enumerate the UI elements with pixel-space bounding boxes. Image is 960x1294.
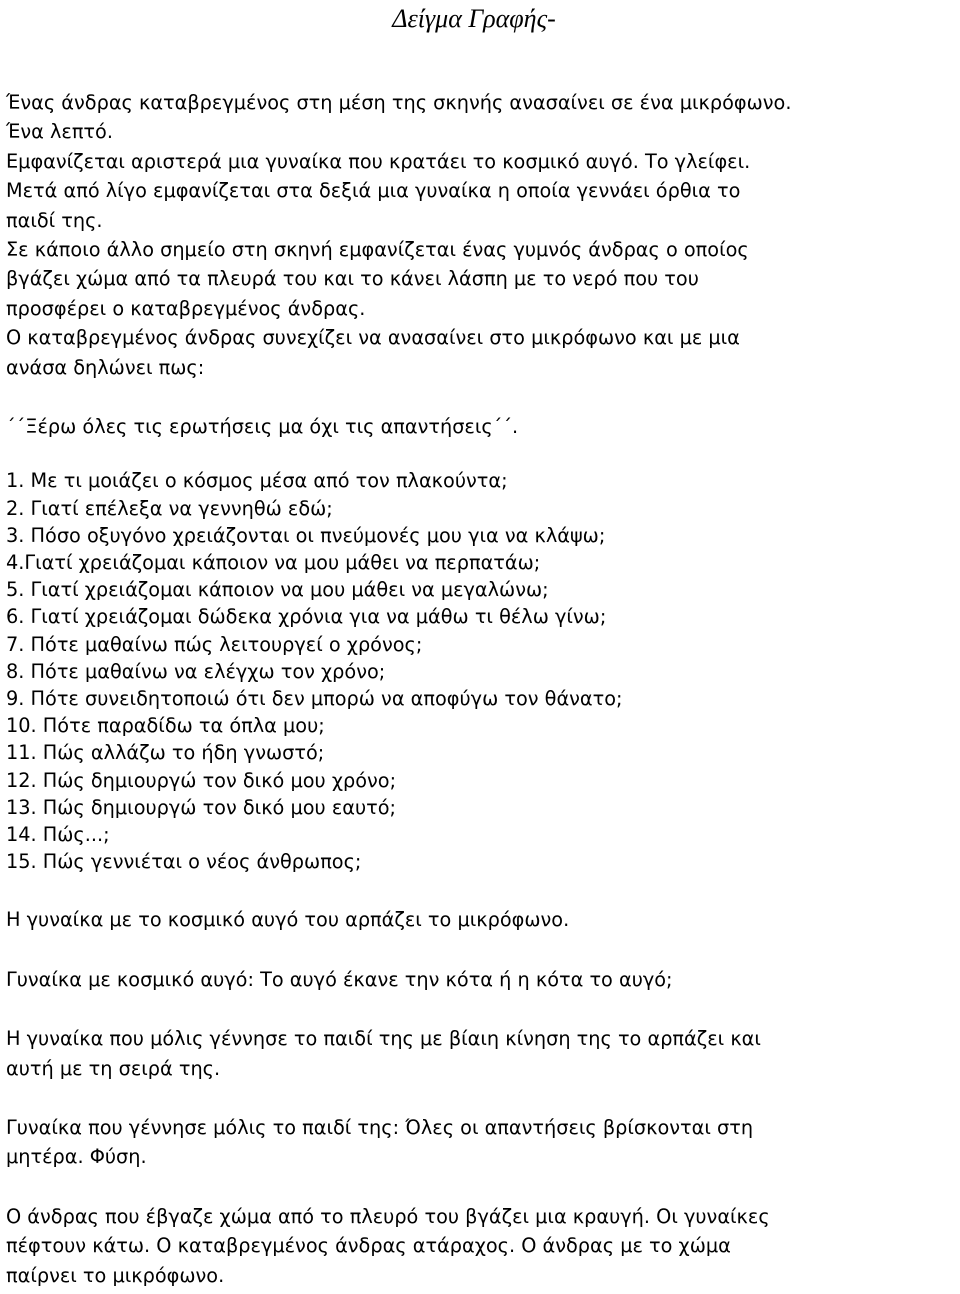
question-item: 4.Γιατί χρειάζομαι κάποιον να μου μάθει να περπατάω; <box>6 551 541 575</box>
intro-line: ανάσα δηλώνει πως: <box>6 355 205 379</box>
question-item: 13. Πώς δημιουργώ τον δικό μου εαυτό; <box>6 795 397 819</box>
question-item: 12. Πώς δημιουργώ τον δικό μου χρόνο; <box>6 768 397 792</box>
dialogue-paragraph <box>6 1113 954 1172</box>
intro-line: Σε κάποιο άλλο σημείο στη σκηνή εμφανίζεται ένας γυμνός άνδρας ο οποίος <box>6 238 749 262</box>
dialogue-line: Η γυναίκα με το κοσμικό αυγό του αρπάζει το μικρόφωνο. <box>6 908 570 932</box>
dialogue-line: πέφτουν κάτω. Ο καταβρεγμένος άνδρας ατάραχος. Ο άνδρας με το χώμα <box>6 1234 731 1258</box>
dialogue-line: μητέρα. Φύση. <box>6 1145 147 1169</box>
dialogue-paragraph <box>6 1024 954 1083</box>
intro-line: Ένα λεπτό. <box>6 120 113 144</box>
question-item: 1. Με τι μοιάζει ο κόσμος μέσα από τον πλακούντα; <box>6 469 508 493</box>
question-item: 6. Γιατί χρειάζομαι δώδεκα χρόνια για να μάθω τι θέλω γίνω; <box>6 605 607 629</box>
dialogue-line: αυτή με τη σειρά της. <box>6 1056 221 1080</box>
question-item: 5. Γιατί χρειάζομαι κάποιον να μου μάθει να μεγαλώνω; <box>6 578 549 602</box>
question-item: 8. Πότε μαθαίνω να ελέγχω τον χρόνο; <box>6 659 386 683</box>
intro-line: παιδί της. <box>6 208 103 232</box>
intro-line: Εμφανίζεται αριστερά μια γυναίκα που κρατάει το κοσμικό αυγό. Το γλείφει. <box>6 149 751 173</box>
intro-line: Ο καταβρεγμένος άνδρας συνεχίζει να ανασαίνει στο μικρόφωνο και με μια <box>6 326 740 350</box>
document-title: Δείγμα Γραφής- <box>392 4 556 33</box>
questions-list <box>6 467 954 875</box>
dialogue-line: Γυναίκα που γέννησε μόλις το παιδί της: Όλες οι απαντήσεις βρίσκονται στη <box>6 1115 754 1139</box>
quote-line: ΄΄Ξέρω όλες τις ερωτήσεις μα όχι τις απαντήσεις΄΄. <box>6 415 519 439</box>
question-item: 15. Πώς γεννιέται ο νέος άνθρωπος; <box>6 850 362 874</box>
intro-line: Ένας άνδρας καταβρεγμένος στη μέση της σκηνής ανασαίνει σε ένα μικρόφωνο. <box>6 91 792 114</box>
dialogue-line: παίρνει το μικρόφωνο. <box>6 1263 225 1287</box>
question-item: 2. Γιατί επέλεξα να γεννηθώ εδώ; <box>6 496 333 520</box>
dialogue-line: Ο άνδρας που έβγαζε χώμα από το πλευρό του βγάζει μια κραυγή. Οι γυναίκες <box>6 1204 770 1228</box>
dialogue-paragraph <box>6 905 954 934</box>
dialogue-paragraph <box>6 965 954 994</box>
dialogue-line: Η γυναίκα που μόλις γέννησε το παιδί της με βίαιη κίνηση της το αρπάζει και <box>6 1027 761 1051</box>
intro-line: Μετά από λίγο εμφανίζεται στα δεξιά μια γυναίκα η οποία γεννάει όρθια το <box>6 179 741 203</box>
intro-paragraph <box>6 88 954 382</box>
question-item: 7. Πότε μαθαίνω πώς λειτουργεί ο χρόνος; <box>6 632 423 656</box>
question-item: 10. Πότε παραδίδω τα όπλα μου; <box>6 714 325 738</box>
intro-line: βγάζει χώμα από τα πλευρά του και το κάνει λάσπη με το νερό που του <box>6 267 699 291</box>
dialogue-line: Γυναίκα με κοσμικό αυγό: Το αυγό έκανε την κότα ή η κότα το αυγό; <box>6 967 673 991</box>
question-item: 3. Πόσο οξυγόνο χρειάζονται οι πνεύμονές μου για να κλάψω; <box>6 523 606 547</box>
question-item: 11. Πώς αλλάζω το ήδη γνωστό; <box>6 741 325 765</box>
question-item: 9. Πότε συνειδητοποιώ ότι δεν μπορώ να αποφύγω τον θάνατο; <box>6 686 623 710</box>
dialogue-paragraph <box>6 1202 954 1290</box>
question-item: 14. Πώς...; <box>6 822 110 846</box>
intro-line: προσφέρει ο καταβρεγμένος άνδρας. <box>6 296 366 320</box>
